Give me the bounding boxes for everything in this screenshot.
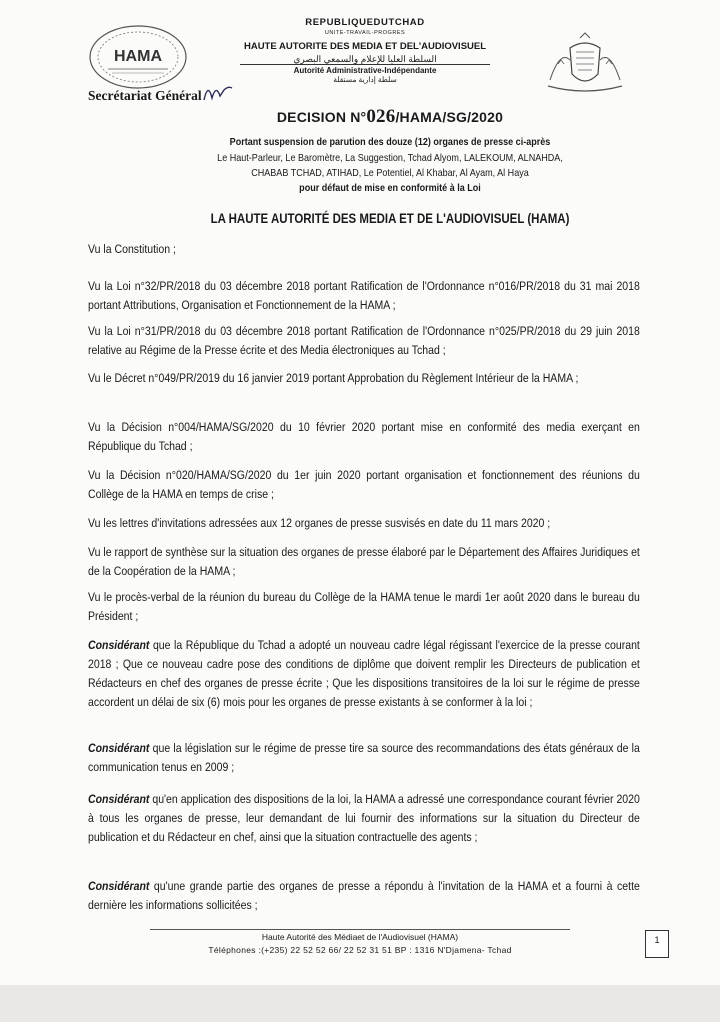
decision-prefix: DECISION N° [276,109,367,125]
decision-number: 026 [366,106,396,127]
country-motto: UNITE-TRAVAIL-PROGRES [324,30,406,36]
visa-paragraph: Vu la Loi n°32/PR/2018 du 03 décembre 2018 portant Ratification de l'Ordonnance n°016/PR/2018 du 31 mai 2018 portant Attributions, Organisation et Fonctionnement de la HAMA ; [88,279,640,312]
next-page-edge [0,985,720,1022]
visa-paragraph: Vu la Constitution ; [88,242,176,256]
authority-subtitle: Autorité Administrative-Indépendante [293,66,437,75]
considerant-lead: Considérant [88,638,150,652]
subject-line-4: pour défaut de mise en conformité à la Loi [299,182,481,194]
visa-paragraph: Vu le procès-verbal de la réunion du bureau du Collège de la HAMA tenue le mardi 1er août 2020 dans le bureau du Président ; [88,590,640,623]
authority-heading: LA HAUTE AUTORITÉ DES MEDIA ET DE L'AUDIOVISUEL (HAMA) [210,210,570,226]
coat-of-arms-emblem [540,30,630,96]
authority-name-arabic: السلطة العليا للإعلام والسمعي البصري [293,54,437,64]
considerant-lead: Considérant [88,792,150,806]
subject-line-1: Portant suspension de parution des douze (12) organes de presse ci-après [229,136,551,148]
visa-paragraph: Vu le Décret n°049/PR/2019 du 16 janvier 2019 portant Approbation du Règlement Intérieur de la HAMA ; [88,371,579,385]
authority-name: HAUTE AUTORITE DES MEDIA ET DEL'AUDIOVISUEL [243,41,487,52]
considerant-lead: Considérant [88,879,150,893]
country-name: REPUBLIQUEDUTCHAD [305,17,425,28]
visa-paragraph: Vu le rapport de synthèse sur la situation des organes de presse élaboré par le Département des Affaires Juridiques et de la Coopération de la HAMA ; [88,545,640,578]
svg-text:HAMA: HAMA [114,48,162,65]
authority-subtitle-arabic: سلطة إدارية مستقلة [333,75,397,84]
considerant-lead: Considérant [88,741,150,755]
subject-line-3: CHABAB TCHAD, ATIHAD, Le Potentiel, Al Khabar, Al Ayam, Al Haya [251,167,529,179]
visa-paragraph: Vu la Décision n°020/HAMA/SG/2020 du 1er juin 2020 portant organisation et fonctionnement des réunions du Collège de la HAMA en temps de crise ; [88,468,640,501]
page-number: 1 [645,930,669,958]
considerant-paragraph [88,739,640,777]
hama-logo [88,24,188,90]
considerant-paragraph [88,790,640,847]
visa-paragraph: Vu les lettres d'invitations adressées aux 12 organes de presse susvisés en date du 11 mars 2020 ; [88,516,551,530]
footer-divider [150,929,570,930]
subject-line-2: Le Haut-Parleur, Le Baromètre, La Suggestion, Tchad Alyom, LALEKOUM, ALNAHDA, [217,152,563,164]
considerant-text: qu'une grande partie des organes de presse a répondu à l'invitation de la HAMA et a fourni à cette dernière les informations sollicitées ; [88,879,640,912]
considerant-text: que la législation sur le régime de presse tire sa source des recommandations des états généraux de la communication tenus en 2009 ; [88,741,640,774]
considerant-paragraph [88,636,640,712]
footer-contact: Téléphones :(+235) 22 52 52 66/ 22 52 31 51 BP : 1316 N'Djamena- Tchad [208,945,512,955]
decision-title [150,106,630,128]
handwritten-signature [200,76,236,106]
decision-suffix: /HAMA/SG/2020 [395,109,504,125]
considerant-text: qu'en application des dispositions de la loi, la HAMA a adressé une correspondance courant février 2020 à tous les organes de presse, leur demandant de lui fournir des informations sur la situation du Directeur de publication et du Rédacteur en chef, ainsi que la situation contractuelle des agents ; [88,792,640,844]
secretariat-label: Secrétariat Général [88,88,202,103]
footer-organization: Haute Autorité des Médiaet de l'Audiovisuel (HAMA) [261,932,459,942]
visa-paragraph: Vu la Loi n°31/PR/2018 du 03 décembre 2018 portant Ratification de l'Ordonnance n°025/PR/2018 du 29 juin 2018 relative au Régime de la Presse écrite et des Media électroniques au Tchad ; [88,324,640,357]
considerant-paragraph [88,877,640,915]
header-divider [240,64,490,65]
visa-paragraph: Vu la Décision n°004/HAMA/SG/2020 du 10 février 2020 portant mise en conformité des media exerçant en République du Tchad ; [88,420,640,453]
considerant-text: que la République du Tchad a adopté un nouveau cadre légal régissant l'exercice de la presse courant 2018 ; Que ce nouveau cadre pose des conditions de diplôme que doivent remplir les Directeurs de publication et Rédacteurs en chef des organes de presse écrite ; Que les dispositions transitoires de la loi sur le régime de presse accordent un délai de six (6) mois pour les organes de presse existants à se conformer à la loi ; [88,638,640,709]
